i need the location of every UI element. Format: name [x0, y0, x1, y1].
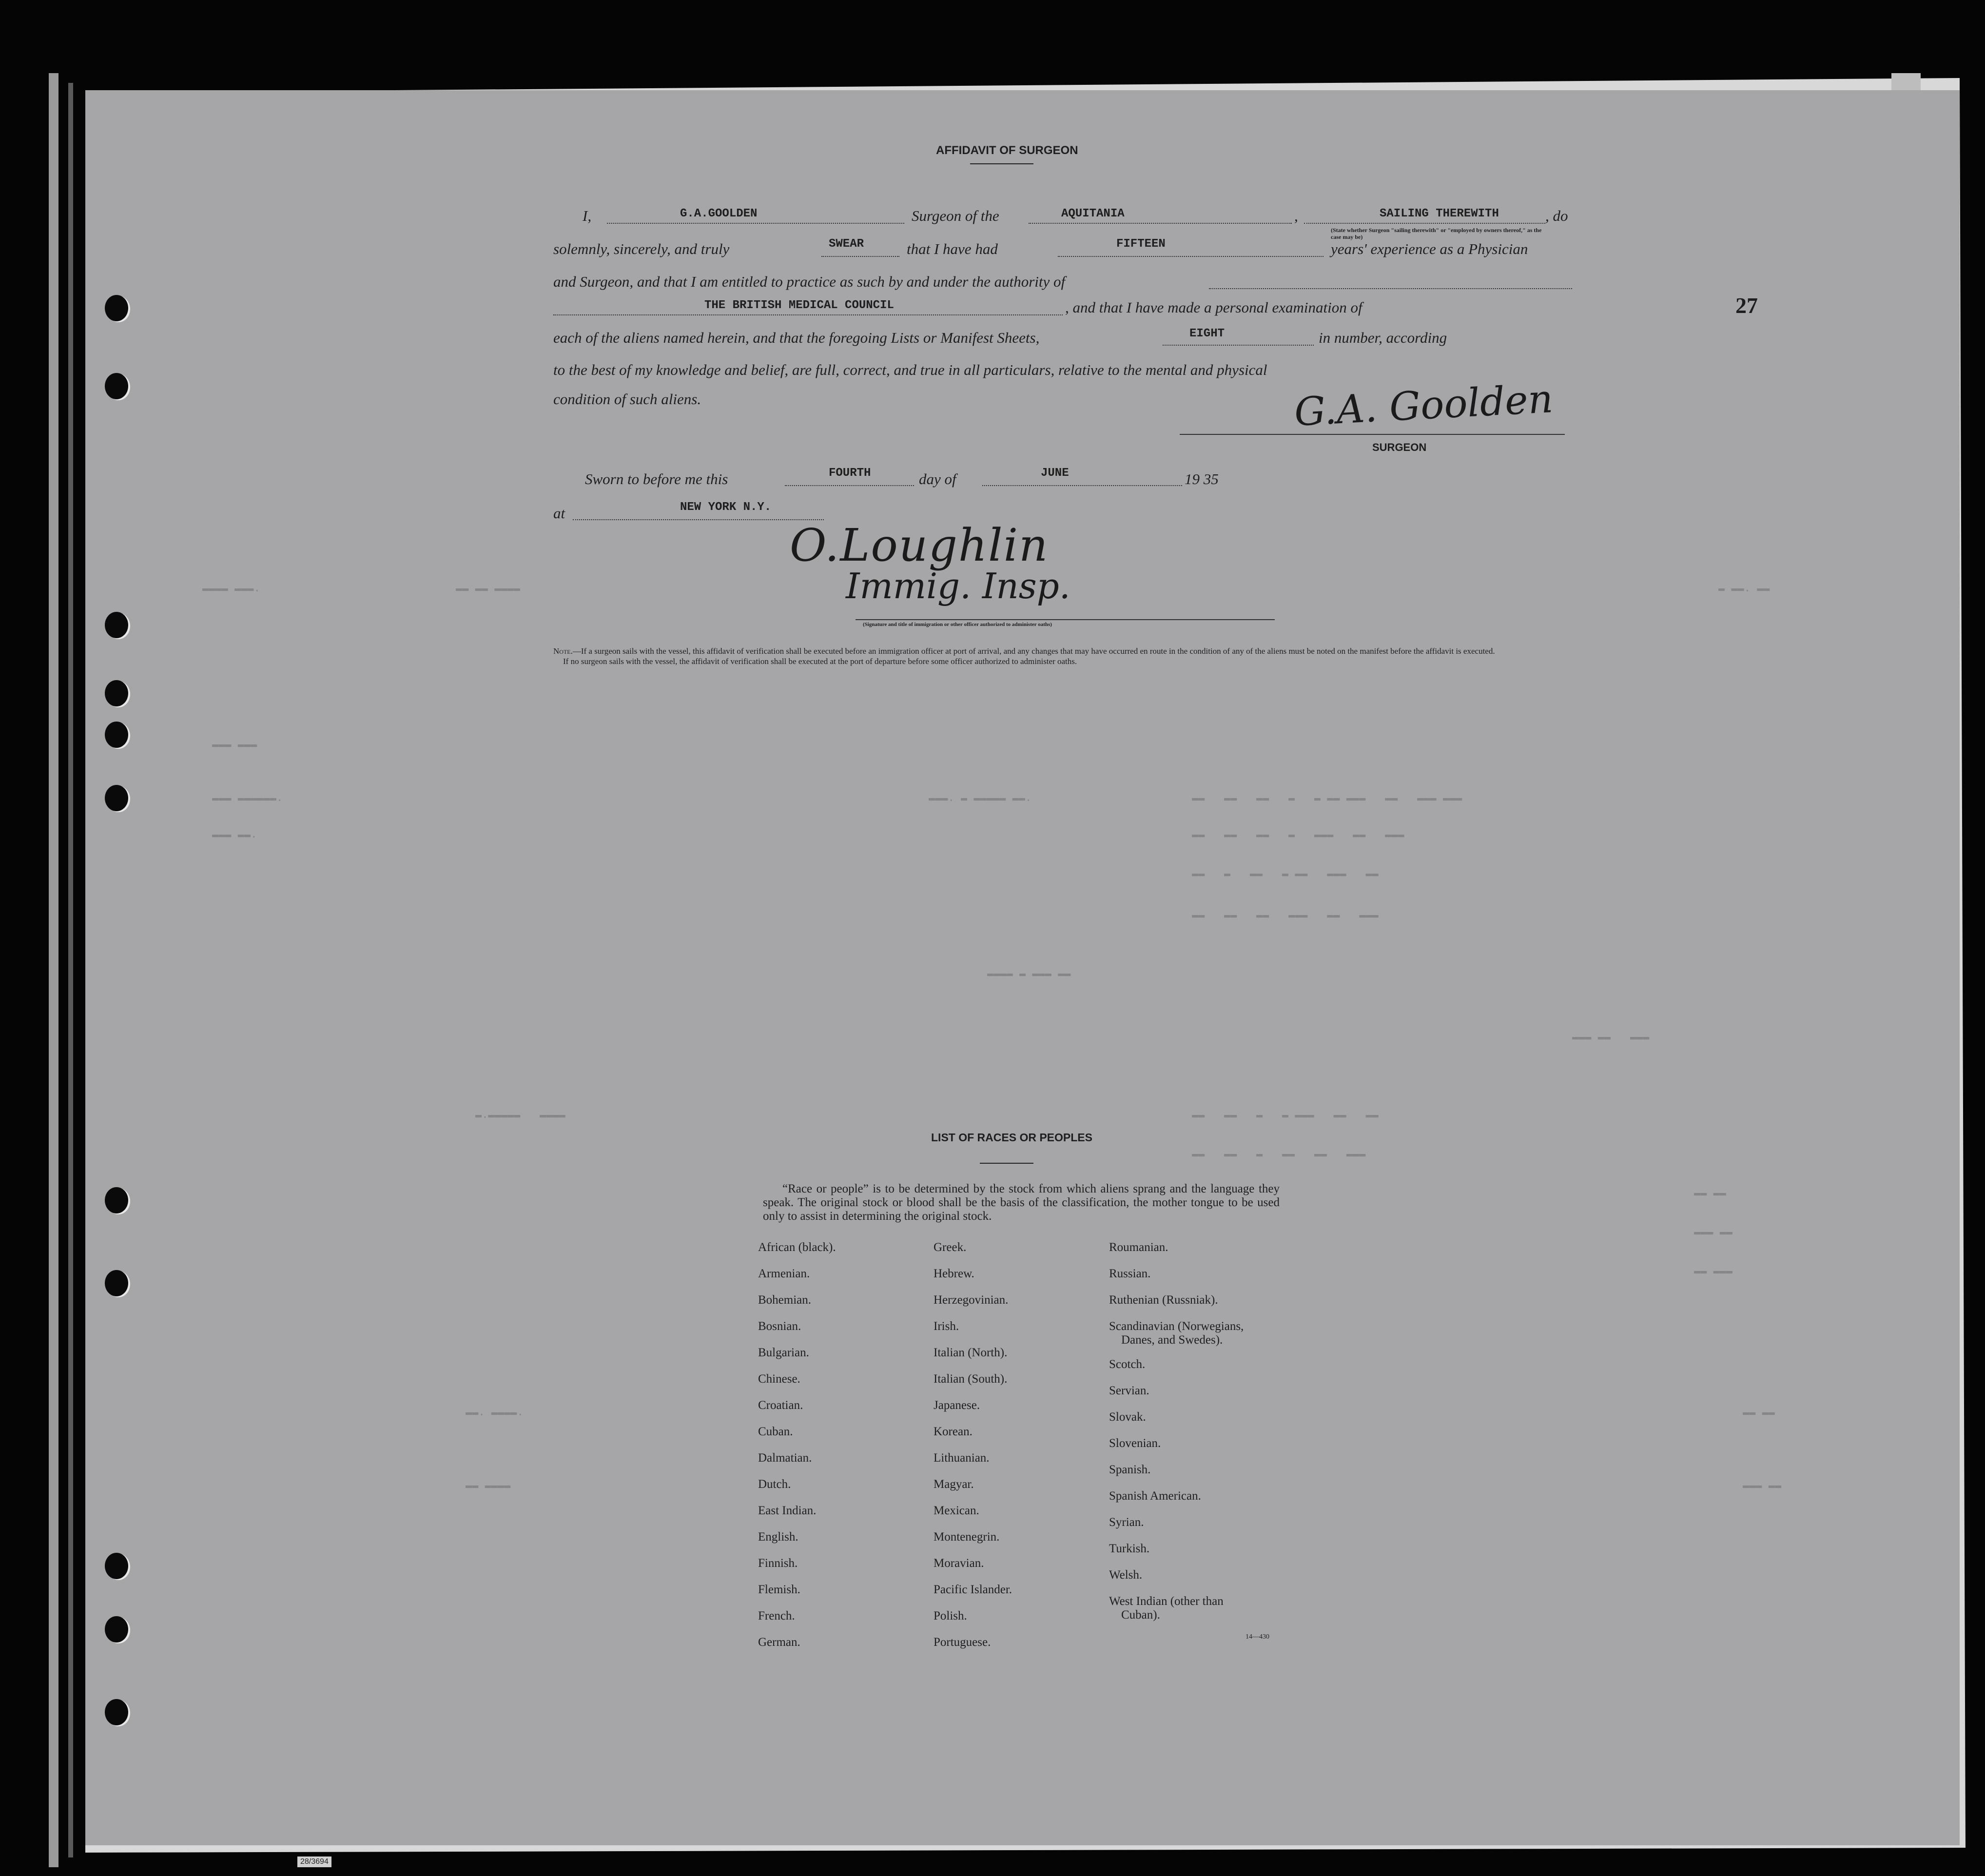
affidavit-line3: and Surgeon, and that I am entitled to practice as such by and under the authority of [553, 273, 1066, 290]
sworn-place-line [573, 519, 824, 520]
race-item: Roumanian. [1109, 1241, 1168, 1254]
note-lead: Note. [553, 646, 573, 656]
race-item: Bulgarian. [758, 1346, 809, 1359]
race-item: Pacific Islander. [934, 1583, 1012, 1596]
note-paragraph-2: If no surgeon sails with the vessel, the affidavit of verification shall be executed at the port of departure before some officer authorized to administer oaths. [563, 657, 1077, 666]
punch-hole [105, 680, 128, 706]
race-item: German. [758, 1636, 800, 1649]
race-item: Polish. [934, 1609, 967, 1622]
sworn-day-field[interactable]: FOURTH [829, 467, 871, 480]
affidavit-line6: to the best of my knowledge and belief, are full, correct, and true in all particulars, relative to the mental and physical [553, 361, 1267, 378]
signature-line [1180, 434, 1565, 435]
sailing-status-field[interactable]: SAILING THEREWITH [1380, 207, 1499, 220]
race-item: Dalmatian. [758, 1451, 812, 1465]
race-item: Welsh. [1109, 1568, 1143, 1582]
punch-hole [105, 785, 128, 811]
affidavit-line4-suffix: , and that I have made a personal examination of [1065, 299, 1362, 316]
affidavit-line1-prefix: I, [583, 207, 592, 224]
race-item: Spanish American. [1109, 1489, 1201, 1503]
race-item: Croatian. [758, 1399, 803, 1412]
punch-hole [105, 1270, 128, 1296]
punch-hole [105, 373, 128, 399]
sailing-status-hint: (State whether Surgeon "sailing therewith" or "employed by owners thereof," as the case may be) [1331, 227, 1542, 240]
punch-hole [105, 1187, 128, 1213]
race-item: Herzegovinian. [934, 1293, 1009, 1307]
oath-word-line [821, 256, 899, 257]
punch-hole [105, 295, 128, 321]
race-item: Greek. [934, 1241, 967, 1254]
race-item: English. [758, 1530, 798, 1544]
race-item: Armenian. [758, 1267, 810, 1280]
affidavit-line7: condition of such aliens. [553, 391, 701, 408]
punch-hole [105, 1553, 128, 1579]
affidavit-line5-prefix: each of the aliens named herein, and that the foregoing Lists or Manifest Sheets, [553, 329, 1040, 346]
oath-word-field[interactable]: SWEAR [829, 237, 864, 251]
race-item: Cuban. [758, 1425, 793, 1438]
race-item: Turkish. [1109, 1542, 1150, 1555]
sworn-day-line [785, 485, 914, 486]
race-item: Montenegrin. [934, 1530, 1000, 1544]
punch-hole [105, 612, 128, 638]
race-item: French. [758, 1609, 795, 1622]
races-title: LIST OF RACES OR PEOPLES [931, 1131, 1092, 1144]
race-item: Magyar. [934, 1478, 974, 1491]
surgeon-name-field[interactable]: G.A.GOOLDEN [680, 207, 758, 220]
punch-hole [105, 722, 128, 748]
surgeon-name-line [607, 223, 904, 224]
vessel-name-field[interactable]: AQUITANIA [1061, 207, 1125, 220]
race-item: Flemish. [758, 1583, 800, 1596]
note-paragraph-1: —If a surgeon sails with the vessel, this affidavit of verification shall be executed before an immigration officer at port of arrival, and any changes that may have occurred en route in the condition of any of the aliens must be noted on the manifest before the affidavit is executed. [572, 646, 1495, 656]
surgeon-caption: SURGEON [1372, 441, 1427, 453]
race-item: Slovak. [1109, 1410, 1146, 1424]
race-item: Chinese. [758, 1372, 800, 1386]
race-item: Spanish. [1109, 1463, 1151, 1476]
race-item: Italian (North). [934, 1346, 1008, 1359]
race-item: Servian. [1109, 1384, 1149, 1397]
race-item: Scandinavian (Norwegians, [1109, 1320, 1244, 1333]
officer-signature-title: Immig. Insp. [846, 566, 1070, 606]
affidavit-title: AFFIDAVIT OF SURGEON [936, 144, 1078, 157]
officer-caption: (Signature and title of immigration or other officer authorized to administer oaths) [863, 622, 1052, 627]
page-number: 27 [1735, 293, 1758, 318]
race-item: Lithuanian. [934, 1451, 990, 1465]
title-underline [970, 163, 1033, 164]
sheets-count-line [1163, 345, 1314, 346]
manifest-page: ▬▬▬▬ ▬▬▬. ▬▬ ▬▬ ▬▬▬▬ ▬ ▬▬. ▬▬ ▬▬▬ ▬▬▬ ▬▬▬ ▬▬▬▬▬▬. ▬▬▬. ▬ ▬▬▬▬▬ ▬▬. ▬▬ ▬▬ ▬▬ ▬ ▬ ▬▬ ▬▬▬ ▬▬ ▬▬▬ ▬▬▬ ▬▬▬ ▬▬. ▬▬ ▬▬ ▬▬ ▬ ▬▬▬ ▬▬ ▬▬▬ ▬▬ ▬ ▬▬ ▬ ▬▬ ▬▬▬ ▬▬ ▬▬ ▬▬ ▬▬ ▬▬▬ ▬▬ ▬▬▬ ▬▬▬▬ ▬ ▬▬▬ ▬▬ ▬▬▬ ▬▬ ▬▬▬ ▬.▬▬▬▬▬ ▬▬▬▬ ▬▬ ▬▬ ▬ ▬ ▬▬▬ ▬▬ ▬▬ ▬▬ ▬▬ ▬ ▬▬ ▬▬ ▬▬▬ ▬▬ ▬▬ ▬▬▬ ▬▬ ▬▬ ▬▬▬ ▬▬. ▬▬▬▬. ▬▬ ▬▬ ▬▬ ▬▬▬▬ ▬▬▬ ▬▬ AFFIDAVIT OF SURGEON I, G.A.GOOLDEN Surgeon of the AQUITANIA , SAILING THEREWITH , do (State whether Surgeon "sailing therewith" or "employed by owners thereof," as the case may be) solemnly, sincerely, and truly SWEAR that I have had FIFTEEN years' experience as a Physician and Surgeon, and that I am entitled to practice as such by and under the authority of THE BRITISH MEDICAL COUNCIL , and that I have made a personal examination of each of the aliens named herein, and that the foregoing Lists or Manifest Sheets, EIGHT in number, according to the best of my knowledge and belief, are full, correct, and true in all particulars, relative to the mental and physical condition of such aliens. G.A. Goolden SURGEON Sworn to before me this FOURTH day of JUNE 19 35 at NEW YORK N.Y. O.Loughlin Immig. Insp. (Signature and title of immigration or other officer authorized to administer oaths) Note.—If a surgeon sails with the vessel, this affidavit of verification shall be executed before an immigration officer at port of arrival, and any changes that may have occurred en route in the condition of any of the aliens must be noted on the manifest before the affidavit is executed. If no surgeon sails with the vessel, the affidavit of verification shall be executed at the port of departure before some officer authorized to administer oaths. 27 LIST OF RACES OR PEOPLES “Race or people” is to be determined by the stock from which aliens sprang and the language they speak. The original stock or blood shall be the basis of the classification, the mother tongue to be used only to assist in determining the original stock. African (black). Armenian. Bohemian. Bosnian. Bulgarian. Chinese. Croatian. Cuban. Dalmatian. Dutch. East Indian. English. Finnish. Flemish. French. German. Greek. Hebrew. Herzegovinian. Irish. Italian (North). Italian (South). Japanese. Korean. Lithuanian. Magyar. Mexican. Montenegrin. Moravian. Pacific Islander. Polish. Portuguese. Roumanian. Russian. Ruthenian (Russniak). Scandinavian (Norwegians, Danes, and Swedes). Scotch. Servian. Slovak. Slovenian. Spanish. Spanish American. Syrian. Turkish. Welsh. West Indian (other than Cuban). 14—430 [85, 90, 1960, 1845]
races-intro: “Race or people” is to be determined by the stock from which aliens sprang and the language they speak. The original stock or blood shall be the basis of the classification, the mother tongue to be used only to assist in determining the original stock. [763, 1182, 1280, 1223]
authority-line-a [1209, 288, 1572, 289]
authority-field[interactable]: THE BRITISH MEDICAL COUNCIL [704, 299, 894, 312]
race-item: Moravian. [934, 1557, 984, 1570]
race-item: Scotch. [1109, 1358, 1146, 1371]
authority-line-b [553, 314, 1063, 315]
affidavit-line5-suffix: in number, according [1319, 329, 1447, 346]
sheets-count-field[interactable]: EIGHT [1189, 327, 1225, 340]
race-item: Russian. [1109, 1267, 1151, 1280]
affidavit-line2-suffix: years' experience as a Physician [1331, 240, 1528, 257]
surgeon-of-label: Surgeon of the [912, 207, 999, 224]
years-field[interactable]: FIFTEEN [1116, 237, 1166, 251]
race-item: Finnish. [758, 1557, 798, 1570]
vessel-comma: , [1294, 207, 1298, 224]
vessel-line [1029, 223, 1292, 224]
race-item: Mexican. [934, 1504, 979, 1517]
race-item: Italian (South). [934, 1372, 1008, 1386]
races-title-underline [980, 1163, 1033, 1164]
race-item: Danes, and Swedes). [1121, 1333, 1223, 1347]
affidavit-line2-prefix: solemnly, sincerely, and truly [553, 240, 730, 257]
form-code: 14—430 [1245, 1633, 1269, 1641]
race-item: Bosnian. [758, 1320, 801, 1333]
punch-hole [105, 1616, 128, 1642]
race-item: Bohemian. [758, 1293, 812, 1307]
officer-signature-line [856, 619, 1275, 620]
sworn-place-field[interactable]: NEW YORK N.Y. [680, 501, 772, 514]
race-item: Japanese. [934, 1399, 980, 1412]
sworn-prefix: Sworn to before me this [585, 470, 728, 488]
punch-hole [105, 1699, 128, 1725]
affidavit-line2-middle: that I have had [907, 240, 998, 257]
race-item: Portuguese. [934, 1636, 991, 1649]
race-item: Hebrew. [934, 1267, 974, 1280]
note-block [553, 646, 1640, 666]
sworn-day-of: day of [919, 470, 956, 488]
sworn-at: at [553, 505, 565, 522]
sailing-status-line [1304, 223, 1545, 224]
race-item: West Indian (other than [1109, 1595, 1224, 1608]
surgeon-signature: G.A. Goolden [1293, 376, 1555, 435]
footer-stamp: 28/3694 [297, 1856, 331, 1867]
race-item: Cuban). [1121, 1608, 1160, 1622]
sworn-month-line [982, 485, 1182, 486]
officer-signature-name: O.Loughlin [790, 519, 1049, 571]
sworn-month-field[interactable]: JUNE [1041, 467, 1069, 480]
years-line [1058, 256, 1323, 257]
race-item: Ruthenian (Russniak). [1109, 1293, 1218, 1307]
race-item: East Indian. [758, 1504, 817, 1517]
race-item: Slovenian. [1109, 1437, 1161, 1450]
sworn-year: 19 35 [1185, 470, 1219, 488]
race-item: Dutch. [758, 1478, 791, 1491]
race-item: Irish. [934, 1320, 959, 1333]
do-label: , do [1545, 207, 1568, 224]
race-item: Syrian. [1109, 1516, 1144, 1529]
race-item: Korean. [934, 1425, 973, 1438]
race-item: African (black). [758, 1241, 836, 1254]
